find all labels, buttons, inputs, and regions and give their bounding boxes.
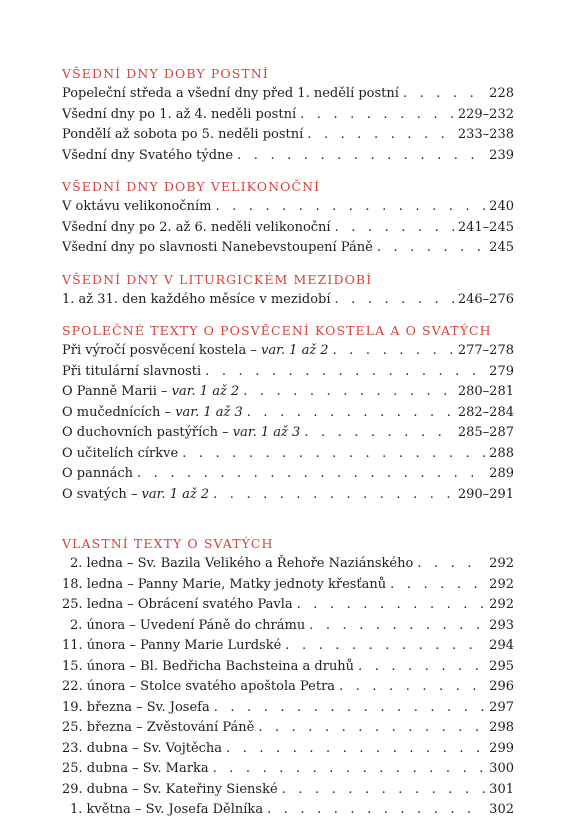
toc-entry-page: 297 — [489, 699, 514, 715]
toc-entry-label — [62, 464, 133, 485]
toc-entry-label — [62, 595, 293, 616]
toc-entry-variant: var. 1 až 2 — [261, 343, 329, 358]
toc-entry[interactable] — [62, 657, 514, 678]
dot-leader — [237, 146, 485, 167]
toc-entry-text: O pannách — [62, 466, 134, 481]
toc-entry[interactable] — [62, 554, 514, 575]
toc-entry-label — [62, 616, 305, 637]
dot-leader — [335, 290, 454, 311]
toc-entry-page: 301 — [489, 781, 514, 797]
dot-leader — [300, 105, 454, 126]
toc-entry-page: 228 — [489, 86, 514, 101]
toc-entry-page: 279 — [489, 363, 514, 379]
toc-entry-page: 233–238 — [457, 127, 514, 142]
toc-entry-page: 246–276 — [457, 291, 514, 307]
toc-entry[interactable] — [62, 575, 514, 596]
dot-leader — [304, 423, 454, 444]
toc-entry-page: 290–291 — [457, 486, 514, 502]
toc-entry-page: 292 — [489, 576, 514, 592]
dot-leader — [390, 575, 485, 596]
toc-entry-page: 302 — [489, 802, 514, 817]
toc-entry[interactable] — [62, 800, 514, 821]
toc-entry[interactable] — [62, 718, 514, 739]
dot-leader — [137, 464, 485, 485]
section-spacer — [62, 259, 514, 269]
toc-entry-label — [62, 444, 178, 465]
toc-entry-page: 295 — [489, 658, 514, 674]
toc-entry-text: Všední dny po 2. až 6. neděli velikonoční — [62, 219, 331, 235]
toc-entry[interactable] — [62, 698, 514, 719]
section-heading: VŠEDNÍ DNY DOBY VELIKONOČNÍ — [62, 179, 321, 194]
toc-entry-text: O svatých – — [62, 486, 142, 502]
section-heading: VŠEDNÍ DNY V LITURGICKÉM MEZIDOBÍ — [62, 271, 373, 287]
toc-entry-text: Všední dny Svatého týdne — [62, 147, 234, 163]
toc-entry-label — [62, 575, 386, 596]
toc-entry-page: 288 — [489, 445, 514, 461]
toc-entry-page: 229–232 — [457, 106, 514, 122]
toc-entry-label — [62, 290, 331, 311]
toc-entry[interactable] — [62, 197, 514, 218]
toc-entry[interactable] — [62, 616, 514, 637]
toc-entry-page: 277–278 — [457, 343, 514, 358]
dot-leader — [182, 444, 485, 465]
section-heading: VŠEDNÍ DNY DOBY POSTNÍ — [62, 66, 269, 81]
toc-entry-page: 300 — [489, 761, 514, 776]
toc-entry-page: 299 — [489, 740, 514, 756]
toc-entry-text: O duchovních pastýřích – — [62, 425, 233, 440]
toc-entry[interactable] — [62, 464, 514, 485]
toc-entry-page: 289 — [489, 466, 514, 481]
toc-entry-text: O mučednících – — [62, 404, 176, 420]
dot-leader — [258, 718, 485, 739]
section-spacer — [62, 505, 514, 533]
toc-entry[interactable] — [62, 485, 514, 506]
dot-leader — [358, 657, 485, 678]
dot-leader — [213, 759, 486, 780]
toc-entry-page: 280–281 — [457, 384, 514, 399]
toc-entry-label — [62, 362, 201, 383]
toc-entry-text: Při výročí posvěcení kostela – — [62, 343, 262, 358]
toc-entry-label — [62, 657, 354, 678]
dot-leader — [214, 698, 485, 719]
toc-entry-page: 241–245 — [457, 219, 514, 235]
dot-leader — [333, 341, 454, 362]
toc-entry-label — [62, 218, 331, 239]
dot-leader — [267, 800, 485, 821]
toc-entry-page: 240 — [489, 199, 514, 214]
toc-entry-label — [62, 718, 254, 739]
section-spacer — [62, 166, 514, 176]
toc-entry-text: 18. ledna – Panny Marie, Matky jednoty křesťanů — [62, 576, 387, 592]
toc-entry-variant: var. 1 až 3 — [175, 404, 243, 420]
table-of-contents — [62, 63, 514, 821]
toc-entry-text: 2. února – Uvedení Páně do chrámu — [70, 617, 306, 633]
dot-leader — [309, 616, 485, 637]
toc-entry-label — [62, 554, 413, 575]
toc-entry-label — [62, 146, 233, 167]
toc-entry-text: O Panně Marii – — [62, 384, 172, 399]
toc-entry-text: 23. dubna – Sv. Vojtěcha — [62, 740, 223, 756]
toc-entry-label — [62, 677, 335, 698]
toc-entry-text: Všední dny po 1. až 4. neděli postní — [62, 106, 297, 122]
toc-entry-text: 25. ledna – Obrácení svatého Pavla — [62, 597, 293, 612]
dot-leader — [335, 218, 454, 239]
toc-entry[interactable] — [62, 595, 514, 616]
dot-leader — [247, 403, 454, 424]
dot-leader — [297, 595, 486, 616]
toc-entry-label — [62, 105, 296, 126]
toc-entry-text: Pondělí až sobota po 5. neděli postní — [62, 127, 304, 142]
toc-entry-text: Popeleční středa a všední dny před 1. nedělí postní — [62, 86, 399, 101]
toc-entry-label — [62, 403, 243, 424]
toc-entry-label — [62, 84, 399, 105]
toc-entry-label — [62, 382, 239, 403]
toc-entry-page: 293 — [489, 617, 514, 633]
dot-leader — [307, 125, 454, 146]
section-heading: SPOLEČNÉ TEXTY O POSVĚCENÍ KOSTELA A O SVATÝCH — [62, 323, 492, 338]
toc-entry[interactable] — [62, 146, 514, 167]
dot-leader — [403, 84, 485, 105]
toc-entry-text: 22. února – Stolce svatého apoštola Petra — [62, 679, 336, 694]
toc-entry[interactable] — [62, 444, 514, 465]
section-heading: VLASTNÍ TEXTY O SVATÝCH — [62, 536, 274, 551]
toc-entry-page: 245 — [489, 240, 514, 255]
toc-entry[interactable] — [62, 218, 514, 239]
toc-entry-label — [62, 125, 303, 146]
toc-entry-label — [62, 197, 211, 218]
toc-entry[interactable] — [62, 84, 514, 105]
toc-entry[interactable] — [62, 739, 514, 760]
toc-entry-label — [62, 759, 209, 780]
toc-entry[interactable] — [62, 759, 514, 780]
toc-entry[interactable] — [62, 403, 514, 424]
toc-entry-text: 1. až 31. den každého měsíce v mezidobí — [62, 291, 331, 307]
toc-entry[interactable] — [62, 362, 514, 383]
toc-entry[interactable] — [62, 290, 514, 311]
toc-entry-text: 29. dubna – Sv. Kateřiny Sienské — [62, 781, 278, 797]
toc-entry-text: Při titulární slavnosti — [62, 363, 202, 379]
toc-entry-page: 285–287 — [457, 425, 514, 440]
toc-entry-text: 15. února – Bl. Bedřicha Bachsteina a druhů — [62, 658, 355, 674]
toc-entry-page: 296 — [489, 679, 514, 694]
toc-entry[interactable] — [62, 125, 514, 146]
toc-entry[interactable] — [62, 238, 514, 259]
dot-leader — [213, 485, 454, 506]
toc-entry-label — [62, 800, 263, 821]
toc-entry-text: O učitelích církve — [62, 445, 179, 461]
toc-entry-text: 25. března – Zvěstování Páně — [62, 720, 255, 735]
toc-entry-label — [62, 423, 300, 444]
section-spacer — [62, 310, 514, 320]
toc-entry-label — [62, 485, 209, 506]
toc-entry[interactable] — [62, 780, 514, 801]
toc-entry-variant: var. 1 až 3 — [232, 425, 301, 440]
toc-entry[interactable] — [62, 423, 514, 444]
toc-entry-label — [62, 238, 373, 259]
toc-entry-text: Všední dny po slavnosti Nanebevstoupení Páně — [62, 240, 373, 255]
toc-entry-page: 292 — [489, 556, 514, 571]
toc-entry-text: 25. dubna – Sv. Marka — [62, 761, 209, 776]
dot-leader — [285, 636, 485, 657]
toc-entry-page: 292 — [489, 597, 514, 612]
dot-leader — [205, 362, 485, 383]
dot-leader — [282, 780, 486, 801]
toc-entry-text: 19. března – Sv. Josefa — [62, 699, 210, 715]
toc-entry-text: 1. května – Sv. Josefa Dělníka — [70, 802, 264, 817]
dot-leader — [215, 197, 485, 218]
toc-entry-text: 2. ledna – Sv. Bazila Velikého a Řehoře Naziánského — [70, 556, 414, 571]
toc-entry-label — [62, 739, 222, 760]
dot-leader — [243, 382, 454, 403]
toc-entry-variant: var. 1 až 2 — [141, 486, 210, 502]
dot-leader — [417, 554, 485, 575]
toc-entry[interactable] — [62, 636, 514, 657]
toc-entry[interactable] — [62, 677, 514, 698]
toc-entry-variant: var. 1 až 2 — [171, 384, 240, 399]
dot-leader — [377, 238, 485, 259]
toc-entry-text: 11. února – Panny Marie Lurdské — [62, 638, 282, 653]
toc-entry-label — [62, 698, 210, 719]
toc-entry[interactable] — [62, 341, 514, 362]
toc-entry-label — [62, 636, 281, 657]
toc-entry-page: 294 — [489, 638, 514, 653]
dot-leader — [339, 677, 485, 698]
toc-entry[interactable] — [62, 105, 514, 126]
toc-entry-page: 282–284 — [457, 404, 514, 420]
toc-entry-page: 298 — [489, 720, 514, 735]
toc-entry-page: 239 — [489, 147, 514, 163]
toc-entry[interactable] — [62, 382, 514, 403]
dot-leader — [226, 739, 485, 760]
toc-entry-label — [62, 780, 278, 801]
toc-entry-text: V oktávu velikonočním — [62, 199, 212, 214]
toc-entry-label — [62, 341, 329, 362]
